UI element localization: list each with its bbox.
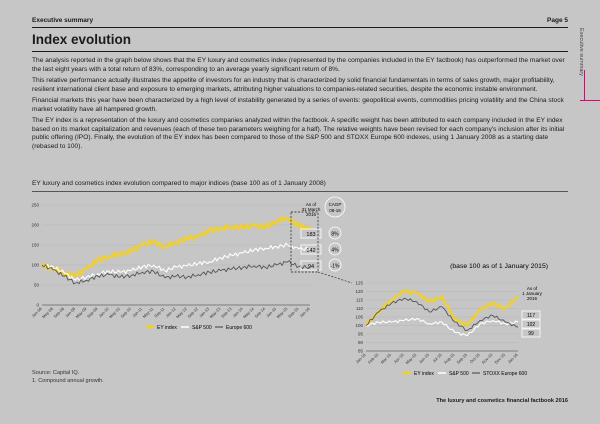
main-x-tick: May-12 — [174, 306, 188, 320]
zoom-y-tick: 110 — [355, 306, 363, 311]
zoom-x-tick: Nov-15 — [480, 352, 494, 365]
main-x-tick: Jan-16 — [298, 306, 311, 319]
main-x-tick: Sep-15 — [286, 306, 300, 319]
zoom-caption: (base 100 as of 1 January 2015) — [450, 263, 548, 270]
main-x-tick: May-09 — [74, 306, 88, 320]
zoom-y-tick: 105 — [355, 314, 363, 320]
zoom-x-tick: Apr-15 — [392, 352, 405, 365]
as-of-line: 2016 — [305, 212, 317, 217]
legend-europe: Europe 600 — [226, 325, 252, 331]
zoom-legend-ey: EY index — [414, 371, 434, 377]
main-y-tick: 0 — [36, 302, 39, 308]
zoom-chart — [355, 281, 520, 366]
main-x-tick: Sep-12 — [186, 306, 200, 319]
zoom-x-tick: May-15 — [404, 352, 418, 366]
legend-ey: EY index — [157, 325, 177, 331]
zoom-y-tick: 85 — [357, 348, 363, 354]
legend-sp: S&P 500 — [192, 325, 212, 331]
zoom-end-sp: 102 — [526, 322, 536, 328]
paragraph: The EY index is a representation of the luxury and cosmetics companies analyzed within the factbook. A specific weight has been attributed to each company included in the EY index based on its market capitalization and revenues (each of these two parameters weighing for a half). The relative weights have been revised for each company's inclusion after its initial public offering (IPO). Finally, the evolution of the EY index has been compared to those of the S&P 500 and STOXX Europe 600 indexes, using 1 January 2008 as a starting date (rebased to 100). — [32, 117, 565, 151]
cagr-value-ey: 8% — [331, 231, 339, 238]
zoom-series-0 — [366, 290, 518, 325]
main-x-tick: Jan-08 — [30, 306, 43, 319]
cagr-label: CAGP — [328, 202, 342, 207]
main-x-tick: Jan-12 — [164, 306, 177, 319]
zoom-connector — [318, 272, 352, 283]
zoom-y-tick: 120 — [355, 289, 363, 294]
main-x-tick: May-11 — [141, 306, 155, 319]
chart-title: EY luxury and cosmetics index evolution compared to major indices (base 100 as of 1 January 2008) — [32, 180, 326, 187]
zoom-y-tick: 115 — [355, 297, 363, 303]
main-x-tick: Sep-08 — [52, 306, 66, 319]
side-tab-label: Executive summary — [578, 28, 584, 76]
cagr-header-circle — [325, 197, 345, 217]
zoom-legend-europe: STOXX Europe 600 — [483, 371, 528, 377]
section-label: Executive summary — [32, 17, 94, 24]
zoom-as-of: As of — [526, 286, 538, 291]
main-x-tick: May-13 — [208, 306, 222, 320]
footer-title: The luxury and cosmetics financial factbook 2016 — [436, 398, 568, 404]
main-x-tick: Jan-13 — [198, 306, 211, 319]
main-x-tick: Jan-14 — [231, 306, 244, 319]
main-y-tick: 200 — [31, 222, 39, 228]
zoom-x-tick: Dec-15 — [493, 352, 507, 365]
zoom-as-of: 2016 — [526, 296, 538, 301]
zoom-x-tick: Jul-15 — [431, 352, 443, 364]
main-x-tick: Sep-10 — [119, 306, 133, 319]
paragraph: Financial markets this year have been characterized by a high level of instability generated by a series of events: geopolitical events, commodities pricing volatility and the China stock market volatility have all hampered growth. — [32, 97, 564, 113]
zoom-x-tick: Feb-15 — [366, 352, 380, 365]
main-x-tick: Jan-09 — [64, 306, 77, 319]
end-value-europe: 94 — [307, 264, 315, 270]
zoom-x-tick: Oct-15 — [468, 352, 481, 365]
end-value-sp: 142 — [306, 248, 316, 254]
main-x-tick: Jan-10 — [97, 306, 110, 319]
main-y-tick: 50 — [33, 282, 39, 288]
zoom-x-tick: Sep-15 — [455, 352, 469, 365]
footnote-line: 1. Compound annual growth. — [32, 378, 104, 384]
zoom-end-ey: 117 — [527, 313, 535, 319]
paragraph: The analysis reported in the graph below shows that the EY luxury and cosmetics index (represented by the companies included in the EY factbook) has outperformed the market over the last eight years with a total return of 83%, corresponding to an average yearly significant return of 8%. — [32, 57, 565, 73]
zoom-y-tick: 90 — [357, 340, 363, 345]
source-note — [32, 369, 104, 385]
main-x-tick: May-08 — [40, 306, 54, 320]
paragraph: This relative performance actually illustrates the appetite of investors for an industry that is characterized by solid financial fundamentals in terms of sales growth, major profitability, resilient international client base and exposure to emerging markets, attributing higher valuations to companies-related securities, despite the economic instable environment. — [32, 77, 555, 93]
cagr-label: 08-16 — [329, 208, 341, 213]
cagr-value-europe: -1% — [330, 263, 340, 270]
zoom-x-tick: Jan-15 — [354, 352, 367, 365]
main-x-tick: Sep-14 — [253, 306, 267, 319]
zoom-x-tick: Jan-16 — [506, 352, 519, 365]
main-x-tick: Jan-15 — [265, 306, 278, 319]
cagr-value-sp: 4% — [331, 247, 339, 254]
zoom-series-1 — [366, 318, 518, 336]
zoom-y-tick: 100 — [355, 323, 363, 328]
main-x-tick: Jan-11 — [131, 306, 144, 319]
chart-annotations — [146, 197, 548, 377]
zoom-x-tick: Mar-15 — [379, 352, 393, 365]
main-x-tick: May-15 — [275, 306, 289, 320]
page-title: Index evolution — [32, 32, 132, 47]
main-x-tick: Sep-09 — [85, 306, 99, 319]
main-legend — [146, 325, 252, 331]
main-x-tick: Sep-11 — [153, 306, 166, 319]
zoom-y-tick: 125 — [355, 280, 363, 286]
main-x-tick: Sep-13 — [219, 306, 233, 319]
main-y-tick: 150 — [31, 242, 39, 248]
zoom-legend — [403, 371, 527, 377]
page-number: Page 5 — [547, 17, 568, 24]
zoom-y-tick: 95 — [357, 331, 363, 337]
main-x-tick: May-10 — [107, 306, 121, 320]
zoom-end-europe: 99 — [528, 331, 534, 337]
end-value-ey: 183 — [306, 232, 316, 238]
main-x-tick: May-14 — [241, 306, 255, 320]
zoom-legend-sp: S&P 500 — [449, 371, 469, 377]
zoom-as-of: 1 January — [522, 291, 542, 296]
zoom-x-tick: Aug-15 — [442, 352, 456, 365]
zoom-x-tick: Jun-15 — [417, 352, 431, 365]
as-of-line: 31 March — [301, 207, 321, 212]
main-y-tick: 100 — [31, 262, 39, 268]
main-y-tick: 250 — [31, 202, 39, 208]
as-of-line: As of — [305, 202, 317, 207]
source-line: Source: Capital IQ. — [32, 370, 80, 376]
